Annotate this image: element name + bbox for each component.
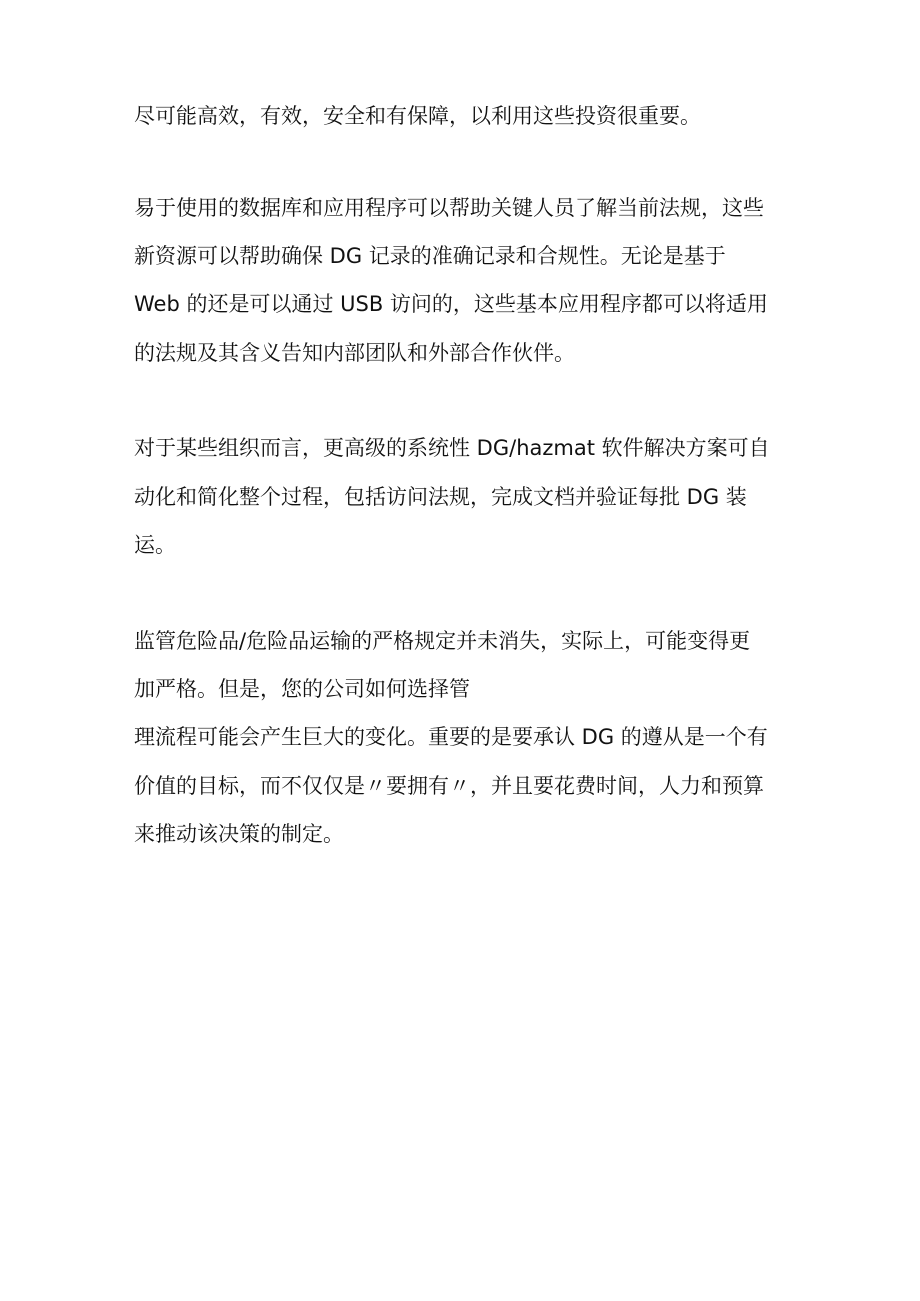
text-line: 对于某些组织而言，更高级的系统性 DG/hazmat 软件解决方案可自 xyxy=(134,436,770,460)
text-line: 动化和简化整个过程，包括访问法规，完成文档并验证每批 DG 装 xyxy=(134,485,747,509)
text-line: 理流程可能会产生巨大的变化。重要的是要承认 DG 的遵从是一个有 xyxy=(134,725,768,749)
text-line: 新资源可以帮助确保 DG 记录的准确记录和合规性。无论是基于 xyxy=(134,244,726,268)
text-line: 来推动该决策的制定。 xyxy=(134,822,344,846)
text-line: 的法规及其含义告知内部团队和外部合作伙伴。 xyxy=(134,341,575,365)
text-line: 运。 xyxy=(134,533,176,557)
text-line: 易于使用的数据库和应用程序可以帮助关键人员了解当前法规，这些 xyxy=(134,196,764,220)
text-line: 加严格。但是，您的公司如何选择管 xyxy=(134,677,470,701)
text-line: 监管危险品/危险品运输的严格规定并未消失，实际上，可能变得更 xyxy=(134,629,751,653)
text-line: Web 的还是可以通过 USB 访问的，这些基本应用程序都可以将适用 xyxy=(134,292,768,316)
text-line: 尽可能高效，有效，安全和有保障，以利用这些投资很重要。 xyxy=(134,104,701,128)
text-line: 价值的目标，而不仅仅是〃要拥有〃，并且要花费时间，人力和预算 xyxy=(134,774,764,798)
